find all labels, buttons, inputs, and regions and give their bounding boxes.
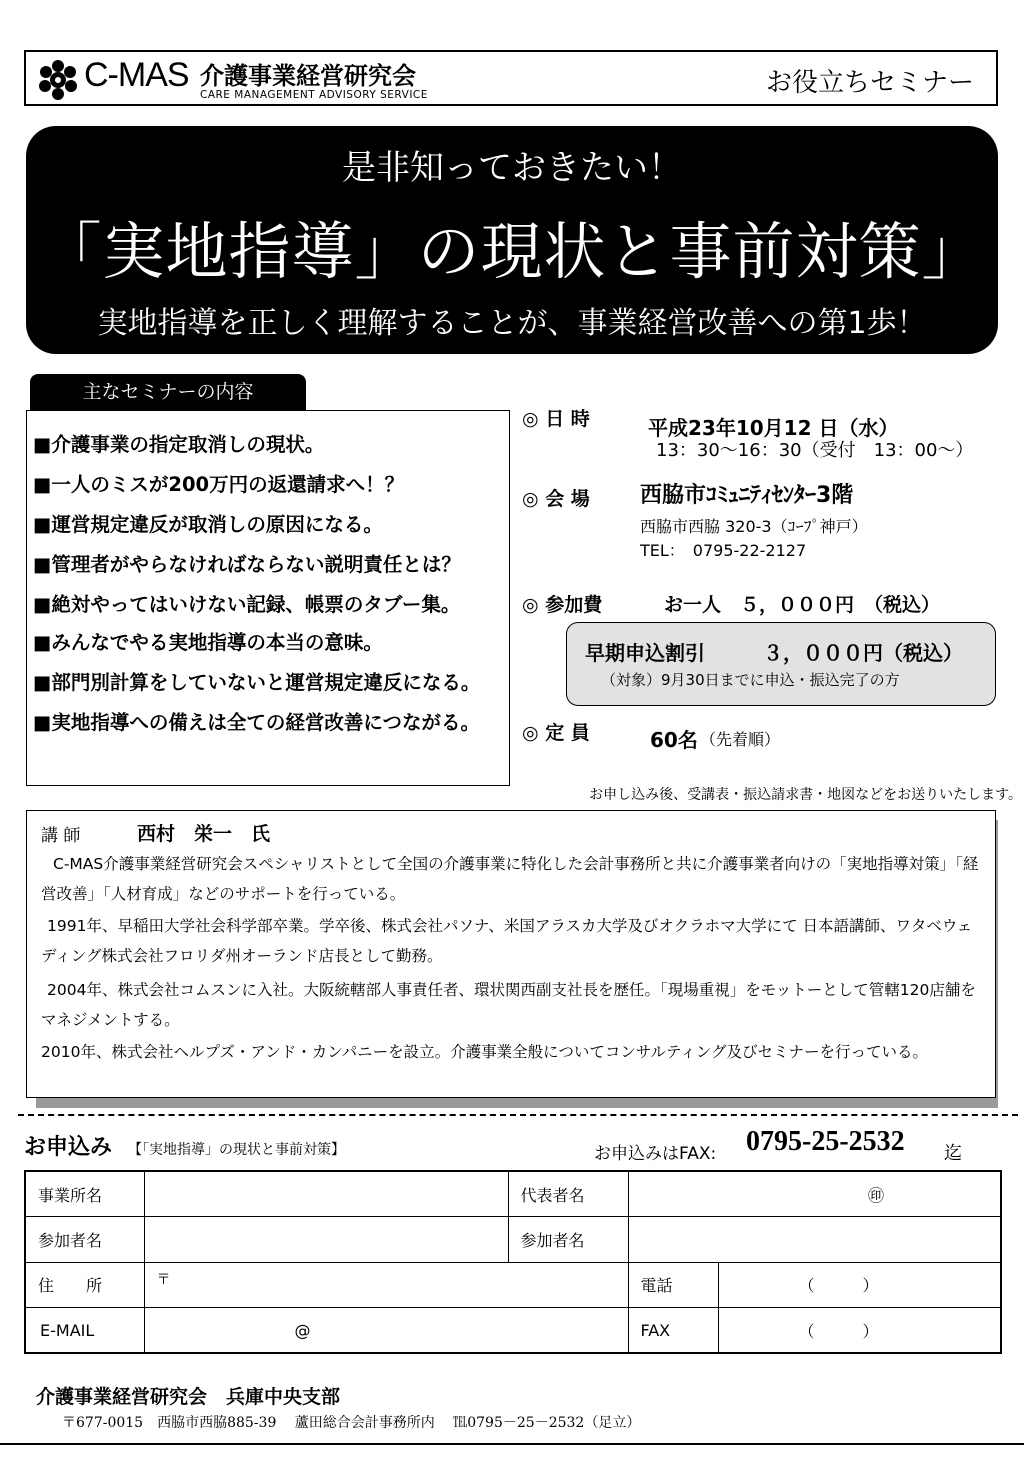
form-subtitle: 【「実地指導」の現状と事前対策】: [128, 1142, 345, 1158]
address-field[interactable]: [144, 1262, 628, 1308]
capacity-value: 60名: [650, 728, 698, 752]
content-item: ■絶対やってはいけない記録、帳票のタブー集。: [33, 593, 461, 616]
early-note: （対象）9月30日までに申込・振込完了の方: [601, 671, 900, 689]
org-name: 介護事業経営研究会: [200, 62, 416, 90]
label-representative: 代表者名: [508, 1171, 628, 1217]
participant-2-field[interactable]: [628, 1217, 1001, 1263]
cut-line: [18, 1114, 1018, 1116]
banner-pretitle: 是非知っておきたい！: [342, 148, 682, 188]
lecturer-paragraph: 2010年、株式会社ヘルプズ・アンド・カンパニーを設立。介護事業全般についてコンサルティング及びセミナーを行っている。: [41, 1043, 928, 1061]
contents-box: [26, 410, 510, 786]
content-item: ■一人のミスが200万円の返還請求へ！？: [33, 473, 405, 496]
label-office-name: 事業所名: [25, 1171, 144, 1217]
phone-field[interactable]: [718, 1262, 1001, 1308]
capacity-label: ◎ 定 員: [522, 722, 590, 744]
footer-org: 介護事業経営研究会 兵庫中央支部: [36, 1386, 341, 1408]
label-address: 住 所: [25, 1262, 144, 1308]
content-item: ■みんなでやる実地指導の本当の意味。: [33, 631, 383, 654]
early-discount-box: [566, 622, 996, 706]
venue-tel: TEL： 0795-22-2127: [640, 541, 807, 560]
contents-tab: 主なセミナーの内容: [30, 374, 306, 410]
label-email: E-MAIL: [25, 1308, 144, 1354]
participant-1-field[interactable]: [144, 1217, 508, 1263]
date-value: 平成23年10月12 日（水）: [648, 416, 899, 440]
footer-address: 〒677-0015 西脇市西脇885-39 蘆田総合会計事務所内 ℡0795－25－2532（足立）: [62, 1415, 641, 1431]
postal-mark: 〒: [156, 1271, 171, 1288]
banner-subtitle: 実地指導を正しく理解することが、事業経営改善への第1歩！: [97, 306, 927, 341]
capacity-note: （先着順）: [700, 730, 781, 749]
title-banner: [26, 126, 998, 354]
label-phone: 電話: [628, 1262, 718, 1308]
lecturer-name: 西村 栄一 氏: [137, 823, 271, 845]
application-form: [24, 1170, 1002, 1354]
fax-prefix: お申込みはFAX:: [594, 1144, 717, 1164]
lecturer-box: [26, 810, 996, 1098]
banner-title: 「実地指導」の現状と事前対策」: [39, 215, 985, 288]
time-value: 13：30～16：30（受付 13：00～）: [656, 440, 974, 461]
logo-flower-icon: [36, 58, 80, 102]
fee-tax: （税込）: [864, 594, 941, 616]
footer-rule: [0, 1443, 1024, 1445]
early-price: ３，０００円（税込）: [763, 641, 963, 665]
early-title: 早期申込割引: [585, 641, 705, 665]
seminar-label: お役立ちセミナー: [765, 68, 974, 98]
lecturer-paragraph: 1991年、早稲田大学社会科学部卒業。学卒後、株式会社パソナ、米国アラスカ大学及びオクラホマ大学にて 日本語講師、ワタベウェディング株式会社フロリダ州オーランド店長として勤務。: [41, 917, 973, 965]
fax-paren: （ ）: [798, 1321, 879, 1341]
lecturer-paragraph: C-MAS介護事業経営研究会スペシャリストとして全国の介護事業に特化した会計事務所と共に介護事業者向けの「実地指導対策」「経営改善」「人材育成」などのサポートを行っている。: [41, 855, 979, 903]
lecturer-paragraph: 2004年、株式会社コムスンに入社。大阪統轄部人事責任者、環状関西副支社長を歴任。「現場重視」をモットーとして管轄120店舗をマネジメントする。: [41, 981, 976, 1029]
content-item: ■運営規定違反が取消しの原因になる。: [33, 513, 383, 536]
office-name-field[interactable]: [144, 1171, 508, 1217]
seal-mark: ㊞: [867, 1185, 884, 1205]
fax-number: 0795-25-2532: [746, 1126, 905, 1157]
date-label: ◎ 日 時: [522, 408, 590, 430]
content-item: ■介護事業の指定取消しの現状。: [33, 433, 325, 456]
lecturer-label: 講 師: [41, 826, 81, 846]
label-fax: FAX: [628, 1308, 718, 1354]
content-item: ■部門別計算をしていないと運営規定違反になる。: [33, 671, 481, 694]
representative-field[interactable]: [628, 1171, 1001, 1217]
fax-field[interactable]: [718, 1308, 1001, 1354]
content-item: ■管理者がやらなければならない説明責任とは？: [33, 553, 461, 576]
at-mark: @: [294, 1320, 311, 1340]
header-box: [24, 50, 998, 106]
application-notice: お申し込み後、受講表・振込請求書・地図などをお送りいたします。: [589, 787, 1022, 803]
fee-label: ◎ 参加費: [522, 594, 603, 616]
label-participant-2: 参加者名: [508, 1217, 628, 1263]
venue-address: 西脇市西脇 320-3（ｺｰﾌﾟ神戸）: [640, 517, 868, 536]
fee-value: お一人 ５，０００円: [664, 594, 855, 616]
email-field[interactable]: [144, 1308, 628, 1354]
label-participant-1: 参加者名: [25, 1217, 144, 1263]
venue-label: ◎ 会 場: [522, 488, 590, 510]
logo-text: C-MAS: [84, 56, 189, 94]
phone-paren: （ ）: [798, 1276, 879, 1296]
content-item: ■実地指導への備えは全ての経営改善につながる。: [33, 711, 481, 734]
org-subtitle: CARE MANAGEMENT ADVISORY SERVICE: [200, 89, 428, 101]
form-title: お申込み: [24, 1135, 113, 1160]
venue-name: 西脇市ｺﾐｭﾆﾃｨｾﾝﾀｰ3階: [640, 483, 854, 508]
fax-suffix: 迄: [944, 1143, 962, 1164]
